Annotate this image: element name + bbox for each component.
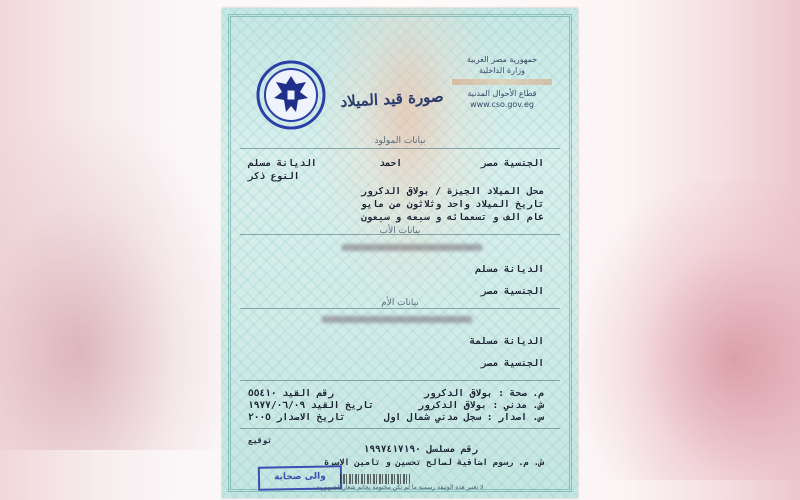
ministry-line: وزارة الداخلية <box>479 66 525 75</box>
ministry-header <box>452 54 552 110</box>
ministry-line: قطاع الأحوال المدنية <box>467 89 537 98</box>
newborn-nationality: الجنسية مصر <box>481 158 544 169</box>
newborn-gender: النوع ذكر <box>248 171 300 182</box>
background-blur-right <box>580 180 800 480</box>
registry-number: رقم القيد ٥٥٤١٠ <box>248 388 334 399</box>
newborn-birthplace: محل الميلاد الجيزة / بولاق الدكرور <box>360 186 544 197</box>
signature-label: توقيع <box>248 436 273 445</box>
section-newborn-header: بيانات المولود <box>374 136 426 146</box>
barcode-icon <box>340 474 410 484</box>
ministry-line: جمهورية مصر العربية <box>466 55 538 64</box>
registry-health-office: م. صحة : بولاق الدكرور <box>423 388 544 399</box>
divider <box>240 428 560 429</box>
fee-note: ش. م. رسوم اضافية لصالح تحسين و تامين الاسرة <box>323 458 544 468</box>
serial-number: رقم مسلسل ١٩٩٧٤١٧١٩٠ <box>363 444 478 455</box>
father-nationality: الجنسية مصر <box>481 286 544 297</box>
section-father-header: بيانات الأب <box>379 226 421 236</box>
decorative-strip <box>452 79 552 85</box>
newborn-name: احمد <box>379 158 402 169</box>
redacted-mother-name <box>322 316 472 323</box>
official-stamp: والى صحابة <box>258 465 342 490</box>
divider <box>240 308 560 309</box>
birth-certificate <box>222 8 578 498</box>
father-religion: الديانة مسلم <box>475 264 544 275</box>
eagle-seal-icon <box>256 60 326 130</box>
newborn-religion: الديانة مسلم <box>248 158 317 169</box>
mother-nationality: الجنسية مصر <box>481 358 544 369</box>
registry-issue-date: تاريخ الاصدار ٢٠٠٥ <box>248 412 346 423</box>
redacted-father-name <box>342 244 482 251</box>
registry-date: تاريخ القيد ١٩٧٧/٠٦/٠٩ <box>248 400 374 411</box>
newborn-birthdate: تاريخ الميلاد واحد وثلاثون من مايو <box>360 199 544 210</box>
registry-district: ش. مدني : بولاق الدكرور <box>418 400 544 411</box>
mother-religion: الديانة مسلمة <box>469 336 544 347</box>
newborn-birthyear: عام الف و تسعمائه و سبعه و سبعون <box>360 212 544 223</box>
website-url: www.cso.gov.eg <box>470 100 534 109</box>
registry-issuer: س. اصدار : سجل مدني شمال اول <box>383 412 544 423</box>
document-title: صورة قيد الميلاد <box>340 87 444 111</box>
divider <box>240 148 560 149</box>
section-mother-header: بيانات الأم <box>381 298 419 308</box>
footer-note: لا تعتبر هذه الوثيقة رسمية ما لم تكن مختومة بخاتم شعار الجمهورية <box>316 484 484 491</box>
divider <box>240 380 560 381</box>
background-blur-left <box>0 120 230 450</box>
